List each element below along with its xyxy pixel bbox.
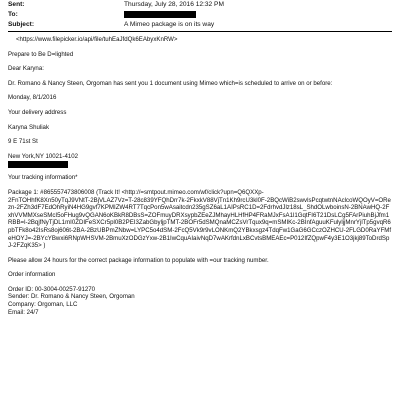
tracking-label: Your tracking information* <box>8 174 78 182</box>
sent-row <box>8 0 392 10</box>
email-header <box>8 0 392 30</box>
sent-value: Thursday, July 28, 2016 12:32 PM <box>124 1 224 8</box>
sent-label: Sent: <box>8 1 25 8</box>
subject-value: A Mimeo package is on its way <box>124 21 215 28</box>
intro-text: Dr. Romano & Nancy Steen, Orgoman has sent you 1 document using Mimeo which=is scheduled to arrive on or before: <box>8 79 333 87</box>
email-body <box>8 36 392 316</box>
filepicker-link[interactable]: <https://www.filepicker.io/api/file/tuhEaJfdQk6EAbyxKnRW> <box>16 36 178 43</box>
to-row <box>8 10 392 20</box>
package-line[interactable]: Package 1: #865557473806008 (Track It! <http://=smtpout.mimeo.com/wf/click?upn=Q6QXXp- <box>8 188 264 196</box>
sender-line: Sender: Dr. Romano & Nancy Steen, Orgoman <box>8 293 135 301</box>
delivery-date: Monday, 8/1/2016 <box>8 94 57 102</box>
prepare-line: Prepare to Be D=lighted <box>8 50 74 58</box>
city-address: New York,NY 10021-4102 <box>8 152 79 160</box>
redaction-bar <box>124 11 196 18</box>
email-line: Email: 24/7 <box>8 308 39 316</box>
order-id: Order ID: 00-3004-00257-91270 <box>8 285 96 293</box>
to-label: To: <box>8 11 18 18</box>
recipient-name: Karyna Shuliak <box>8 123 49 131</box>
redaction-bar <box>8 161 68 168</box>
subject-row <box>8 20 392 30</box>
allow-hours-text: Please allow 24 hours for the correct package information to populate with =our tracking number. <box>8 256 269 264</box>
street-address: 9 E 71st St <box>8 138 38 146</box>
order-info-label: Order information <box>8 271 56 279</box>
tracking-url[interactable]: 2FnTOHhfK8Xn50yTqJ9VNtT-2BjVLAZ7Vz=T-28c839YFQhDrr7k-2FkxkV88VjTn1Kh9rcU3kl0F-2BQcWiB2swvlsPcqtwtnNAclcoWQOyV=ORezn-2FZh3dF7EdOhRyiN4HG9gvf7KPMIZW4RT7TqcPon5wAsaitcdn235gSZ6aL1AIPsRC1D=2FdrhvdJlz18sL_ShdOLwboinsN-2BNAwHQ-2FxhVVMMXseSMcI5oFHug9vQGAN6oKBkR8DBsS=ZOFmuyDRXsypbZEeZJMhayHLHfHP4FRaMJxFsA1l1GqtFI6T21DsLCg5FArPiuhBjJfm1RBB=l-2BqjfNyTjDL1mI0ZDIFeSXCr5pl0B2PEI3ZabGbyljpTMT-2BOFr5dSMQnaMCZsVrTqux9q=mSMIKc-2BInfAguuKFulyljjMnrYjlTp5gvqR6pbTFk8o42IsRs8oj606t-2BA-2BzUBPmZNbw=LYPC5o4dSM-2FcQ5Vk9r9vLONKmQ2YBkxsgz4TdqFw1GaG6GCczOZHCU-2FLGD0RaYFMfeHOYJ=-2BYcYBwxi6RNpWHSVM-2BmuXzODGzYxw-2B1IwCquAIaivNqD7wAKrfdnLxBCvtsBMEAEc=P012IfZQpwF4y3E1O3jkj89ToDrdSpJ-2FZqK35> ) <box>8 196 392 250</box>
greeting: Dear Karyna: <box>8 65 44 73</box>
subject-label: Subject: <box>8 21 35 28</box>
company-line: Company: Orgoman, LLC <box>8 301 78 309</box>
delivery-label: Your delivery address <box>8 108 67 116</box>
header-separator <box>8 31 392 32</box>
